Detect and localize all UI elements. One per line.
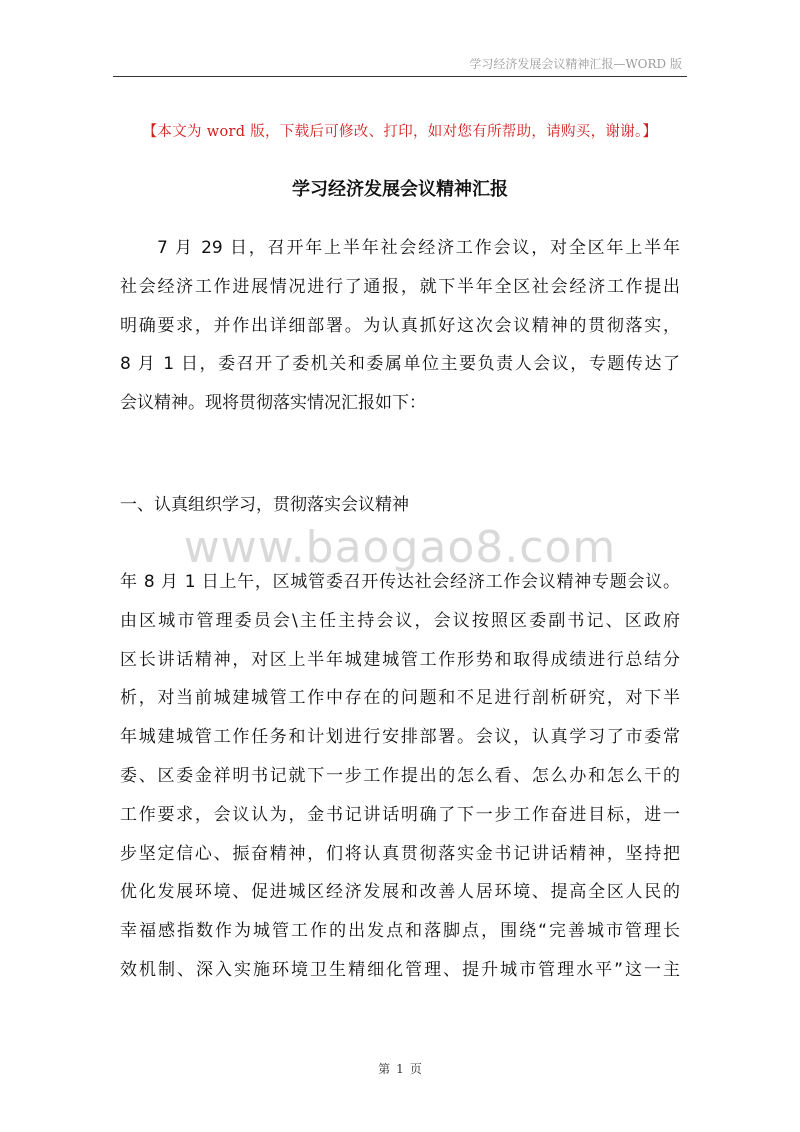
page-suffix: 页 xyxy=(409,1062,422,1076)
paragraph-line: 7 月 29 日，召开年上半年社会经济工作会议，对全区年上半年 xyxy=(157,238,680,258)
page-number: 1 xyxy=(396,1062,404,1076)
paragraph-line: 明确要求，并作出详细部署。为认真抓好这次会议精神的贯彻落实， xyxy=(120,315,680,336)
paragraph-line: 区长讲话精神，对区上半年城建城管工作形势和取得成绩进行总结分 xyxy=(120,649,680,670)
paragraph-line: 析，对当前城建城管工作中存在的问题和不足进行剖析研究，对下半 xyxy=(120,688,680,709)
paragraph-line: 社会经济工作进展情况进行了通报，就下半年全区社会经济工作提出 xyxy=(120,276,680,297)
paragraph-line: 步坚定信心、振奋精神，们将认真贯彻落实金书记讲话精神，坚持把 xyxy=(120,843,680,864)
paragraph-line: 幸福感指数作为城管工作的出发点和落脚点，围绕“完善城市管理长 xyxy=(120,921,680,942)
paragraph-line: 效机制、深入实施环境卫生精细化管理、提升城市管理水平”这一主 xyxy=(120,959,680,980)
document-title: 学习经济发展会议精神汇报 xyxy=(292,179,508,200)
paragraph-line: 年城建城管工作任务和计划进行安排部署。会议，认真学习了市委常 xyxy=(120,727,680,748)
page-footer xyxy=(0,1060,800,1077)
header-divider xyxy=(113,76,687,77)
paragraph-line: 工作要求，会议认为，金书记讲话明确了下一步工作奋进目标，进一 xyxy=(120,804,680,825)
paragraph-line: 由区城市管理委员会\主任主持会议，会议按照区委副书记、区政府 xyxy=(120,610,680,631)
intro-paragraph xyxy=(120,229,680,423)
page-prefix: 第 xyxy=(378,1062,391,1076)
purchase-notice: 【本文为 word 版，下载后可修改、打印，如对您有所帮助，请购买，谢谢。】 xyxy=(142,124,658,140)
paragraph-line: 8 月 1 日，委召开了委机关和委属单位主要负责人会议，专题传达了 xyxy=(120,354,680,375)
paragraph-line: 年 8 月 1 日上午，区城管委召开传达社会经济工作会议精神专题会议。 xyxy=(120,572,680,592)
paragraph-line: 会议精神。现将贯彻落实情况汇报如下： xyxy=(120,393,426,414)
section-heading: 一、认真组织学习，贯彻落实会议精神 xyxy=(120,495,409,515)
paragraph-line: 委、区委金祥明书记就下一步工作提出的怎么看、怎么办和怎么干的 xyxy=(120,765,680,786)
section-paragraph xyxy=(120,563,680,990)
watermark: www.baogao8.com xyxy=(183,522,617,573)
paragraph-line: 优化发展环境、促进城区经济发展和改善人居环境、提高全区人民的 xyxy=(120,882,680,903)
running-header: 学习经济发展会议精神汇报—WORD 版 xyxy=(469,57,682,71)
